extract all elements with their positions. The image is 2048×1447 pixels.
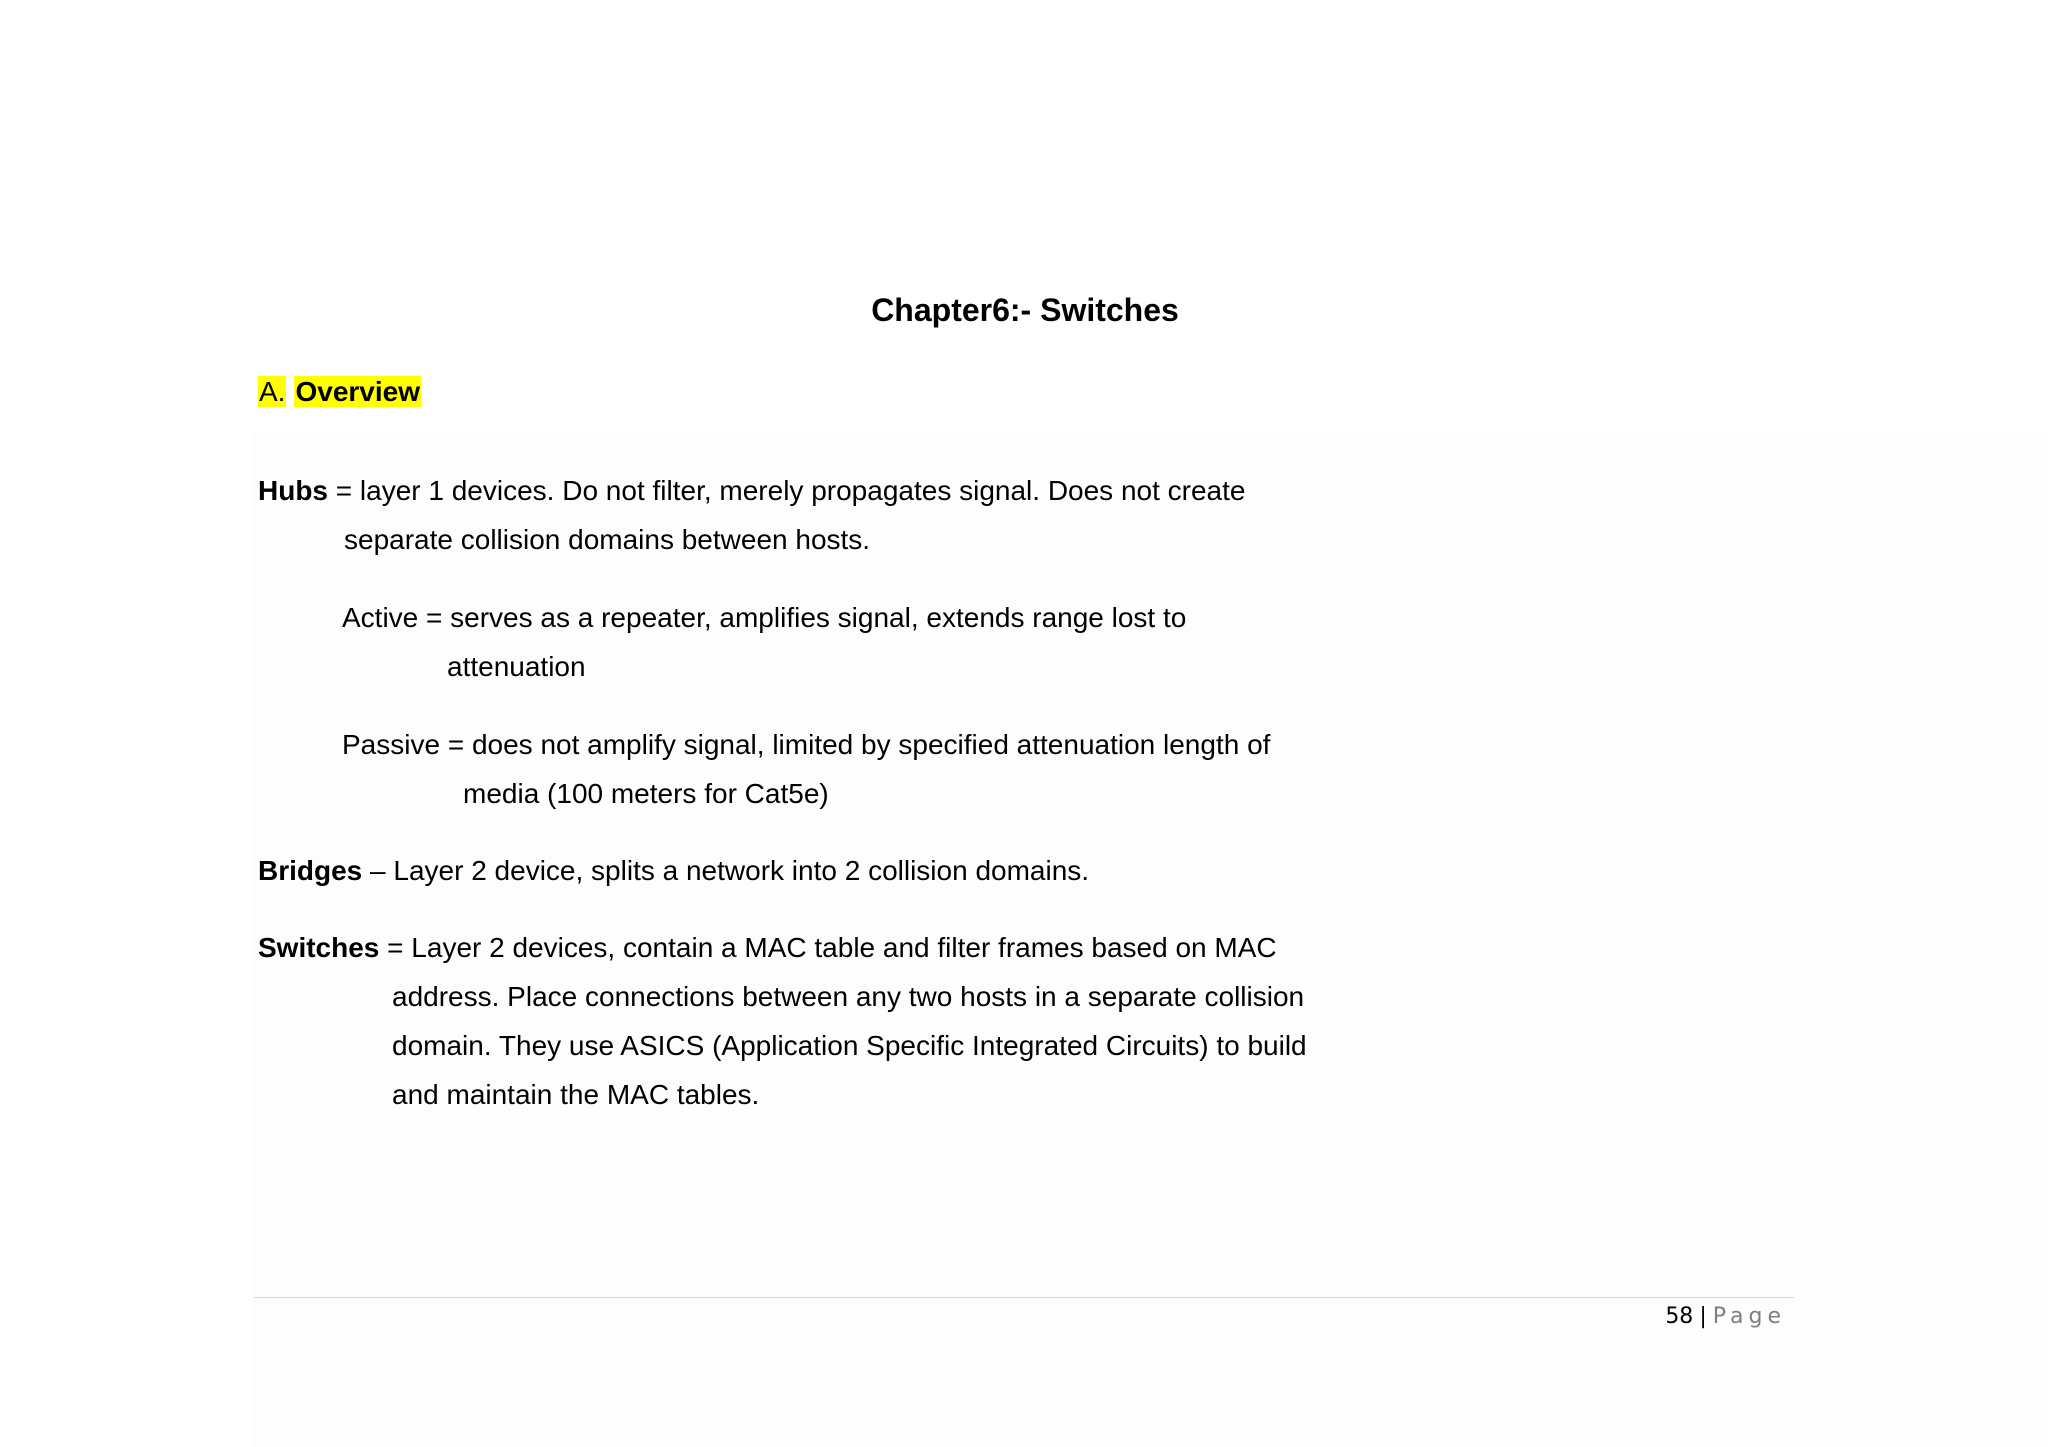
section-letter: A. (259, 376, 286, 407)
switches-term: Switches (258, 932, 380, 963)
page-footer (1665, 1302, 1786, 1332)
page-label: Page (1712, 1304, 1786, 1329)
section-label: Overview (295, 376, 420, 407)
page-number: 58 (1665, 1304, 1694, 1329)
hubs-line-2: separate collision domains between hosts. (344, 524, 871, 555)
passive-paragraph (342, 720, 1270, 818)
switches-line-1: = Layer 2 devices, contain a MAC table and filter frames based on MAC (387, 932, 1277, 963)
hubs-paragraph (258, 466, 1245, 564)
page-title: Chapter6:- Switches (871, 292, 1179, 328)
bridges-term: Bridges (258, 855, 363, 886)
section-heading (258, 374, 421, 410)
bridges-paragraph (258, 846, 1089, 895)
switches-line-4: and maintain the MAC tables. (392, 1079, 760, 1110)
hubs-line-1: = layer 1 devices. Do not filter, merely propagates signal. Does not create (335, 475, 1246, 506)
switches-line-3: domain. They use ASICS (Application Specific Integrated Circuits) to build (392, 1030, 1307, 1061)
page-separator: | (1699, 1304, 1707, 1329)
switches-line-2: address. Place connections between any two hosts in a separate collision (392, 981, 1305, 1012)
active-line-2: attenuation (447, 651, 586, 682)
hubs-term: Hubs (258, 475, 328, 506)
passive-line-1: Passive = does not amplify signal, limited by specified attenuation length of (342, 729, 1271, 760)
active-paragraph (342, 593, 1186, 691)
footer-divider (254, 1297, 1794, 1298)
switches-paragraph (258, 923, 1307, 1119)
bridges-line-1: – Layer 2 device, splits a network into 2 collision domains. (370, 855, 1090, 886)
passive-line-2: media (100 meters for Cat5e) (463, 778, 829, 809)
active-line-1: Active = serves as a repeater, amplifies signal, extends range lost to (342, 602, 1187, 633)
